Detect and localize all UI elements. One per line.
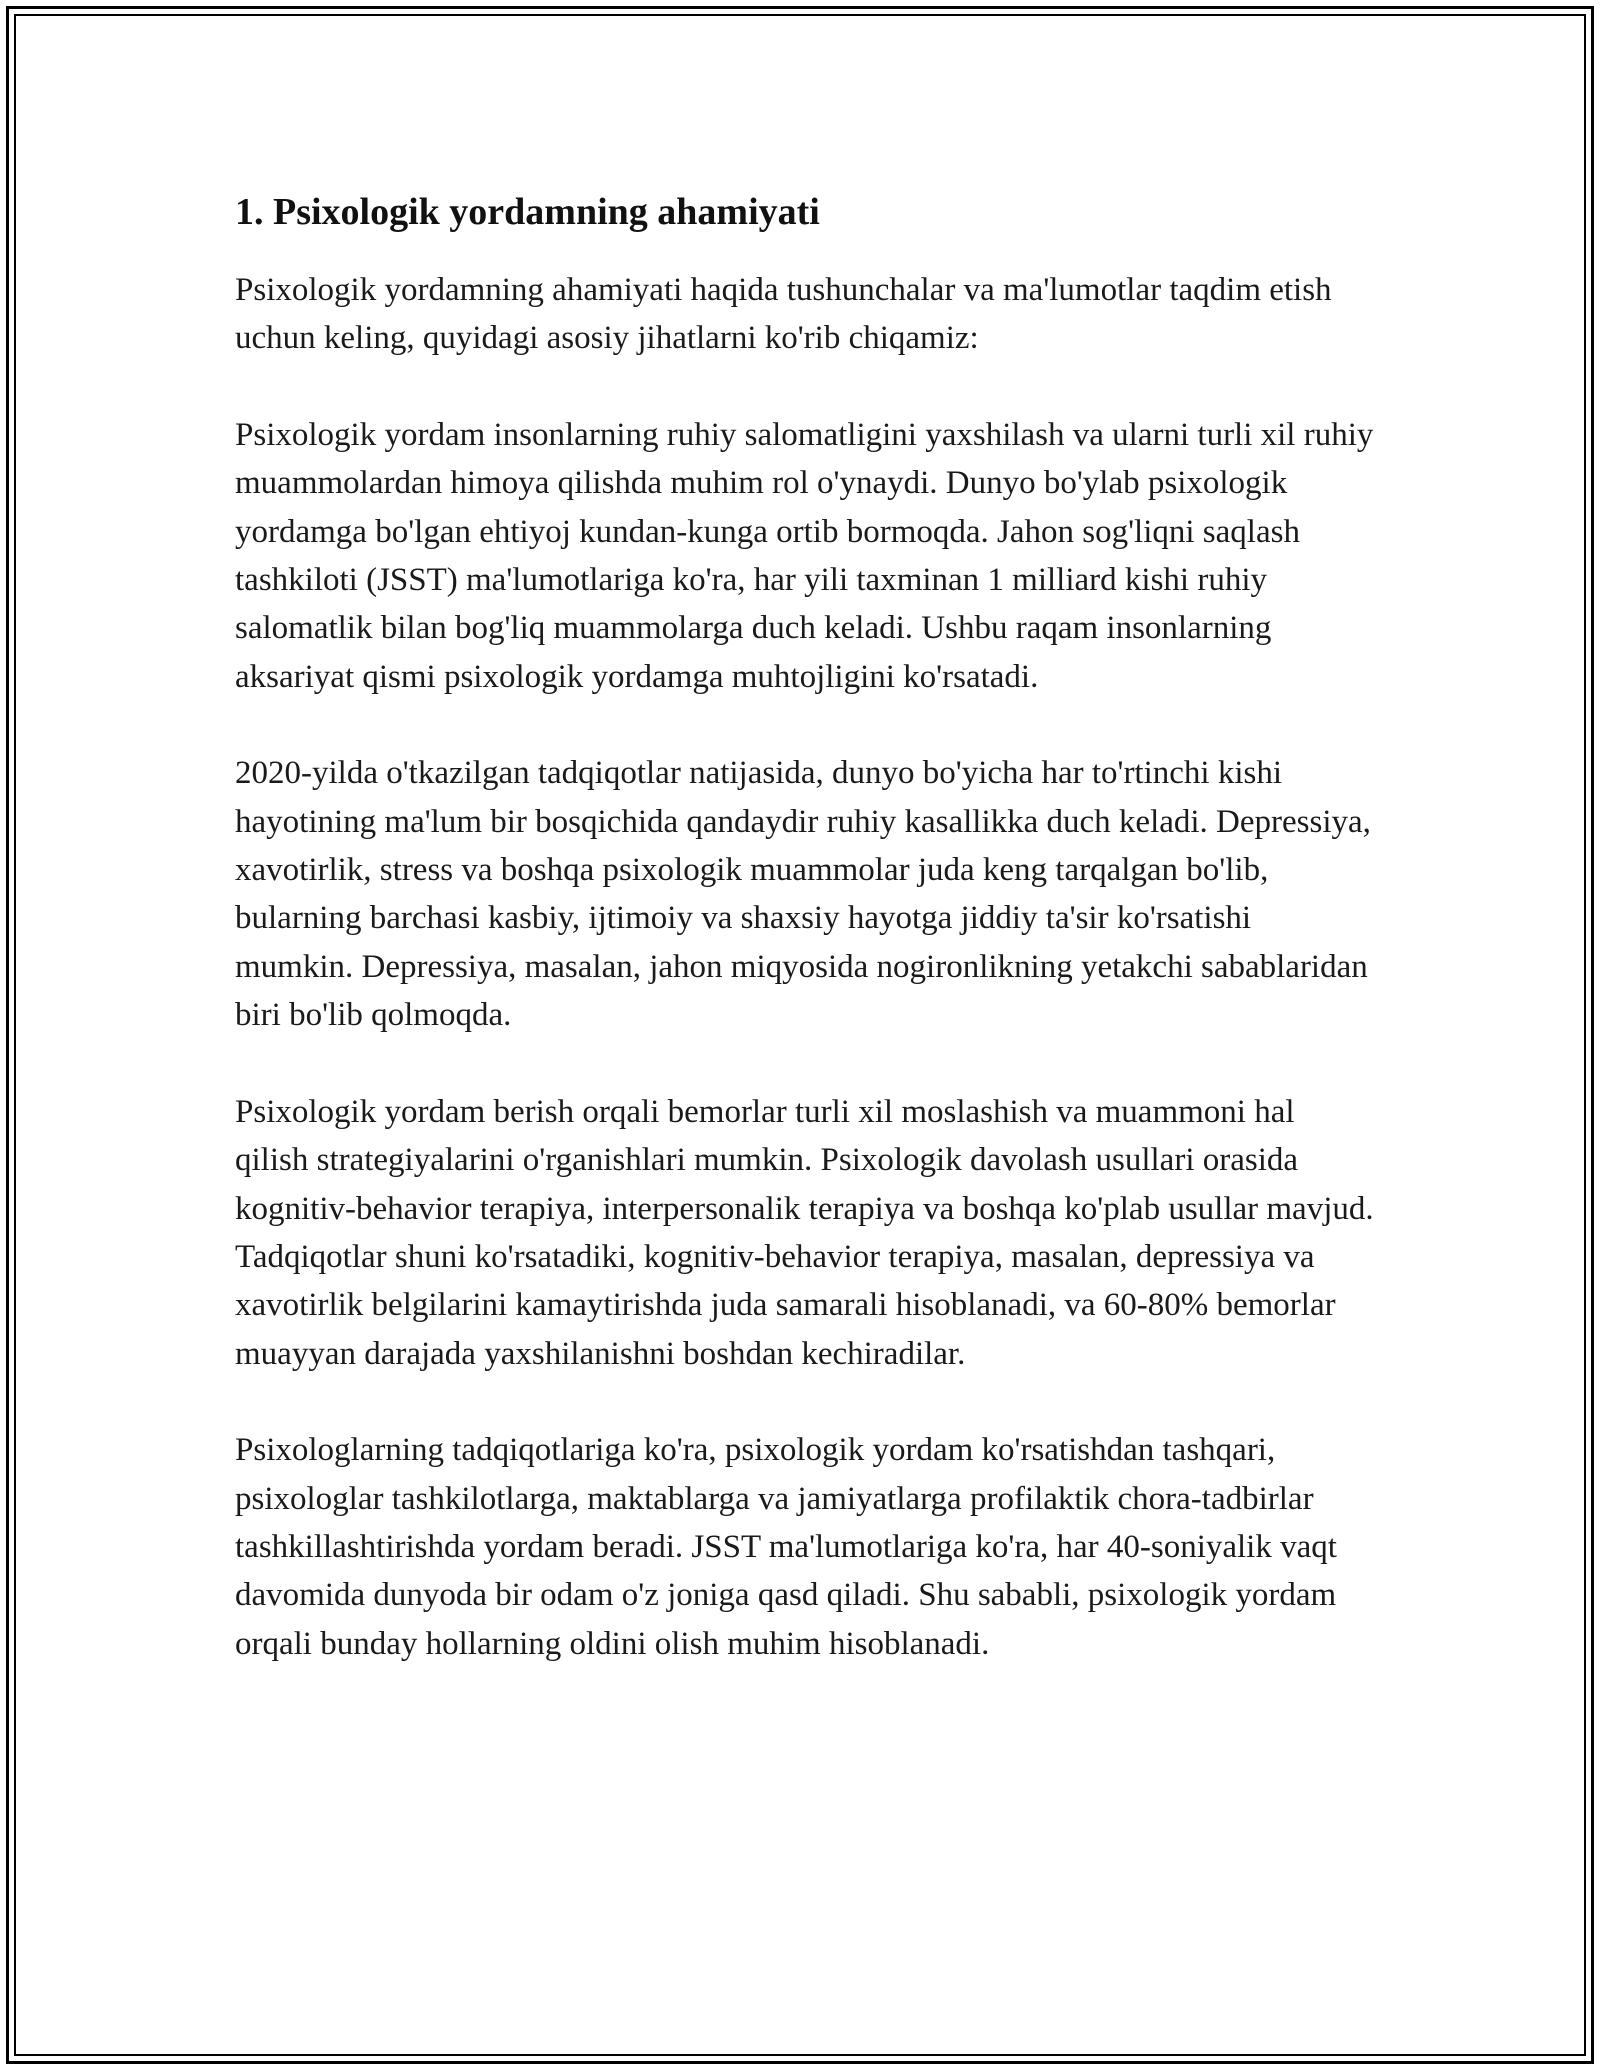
section-title: 1. Psixologik yordamning ahamiyati (235, 191, 820, 233)
paragraph-mental-health-need: Psixologik yordam insonlarning ruhiy salomatligini yaxshilash va ularni turli xil ruhiy muammolardan himoya qilishda muhim rol o'ynaydi. Dunyo bo'ylab psixologik yordamga bo'lgan ehtiyoj kundan-kunga ortib bormoqda. Jahon sog'liqni saqlash tashkiloti (JSST) ma'lumotlariga ko'ra, har yili taxminan 1 milliard kishi ruhiy salomatlik bilan bog'liq muammolarga duch keladi. Ushbu raqam insonlarning aksariyat qismi psixologik yordamga muhtojligini ko'rsatadi. (235, 416, 1374, 695)
document-body (235, 186, 1375, 1716)
paragraph-2020-research: 2020-yilda o'tkazilgan tadqiqotlar natijasida, dunyo bo'yicha har to'rtinchi kishi hayotining ma'lum bir bosqichida qandaydir ruhiy kasallikka duch keladi. Depressiya, xavotirlik, stress va boshqa psixologik muammolar juda keng tarqalgan bo'lib, bularning barchasi kasbiy, ijtimoiy va shaxsiy hayotga jiddiy ta'sir ko'rsatishi mumkin. Depressiya, masalan, jahon miqyosida nogironlikning yetakchi sabablaridan biri bo'lib qolmoqda. (235, 755, 1371, 1034)
paragraph-therapy-methods: Psixologik yordam berish orqali bemorlar turli xil moslashish va muammoni hal qilish strategiyalarini o'rganishlari mumkin. Psixologik davolash usullari orasida kognitiv-behavior terapiya, interpersonalik terapiya va boshqa ko'plab usullar mavjud. Tadqiqotlar shuni ko'rsatadiki, kognitiv-behavior terapiya, masalan, depressiya va xavotirlik belgilarini kamaytirishda juda samarali hisoblanadi, va 60-80% bemorlar muayyan darajada yaxshilanishni boshdan kechiradilar. (235, 1093, 1374, 1372)
intro-paragraph: Psixologik yordamning ahamiyati haqida tushunchalar va ma'lumotlar taqdim etish uchun keling, quyidagi asosiy jihatlarni ko'rib chiqamiz: (235, 272, 1332, 357)
paragraph-prevention: Psixologlarning tadqiqotlariga ko'ra, psixologik yordam ko'rsatishdan tashqari, psixologlar tashkilotlarga, maktablarga va jamiyatlarga profilaktik chora-tadbirlar tashkillashtirishda yordam beradi. JSST ma'lumotlariga ko'ra, har 40-soniyalik vaqt davomida dunyoda bir odam o'z joniga qasd qiladi. Shu sababli, psixologik yordam orqali bunday hollarning oldini olish muhim hisoblanadi. (235, 1432, 1337, 1662)
